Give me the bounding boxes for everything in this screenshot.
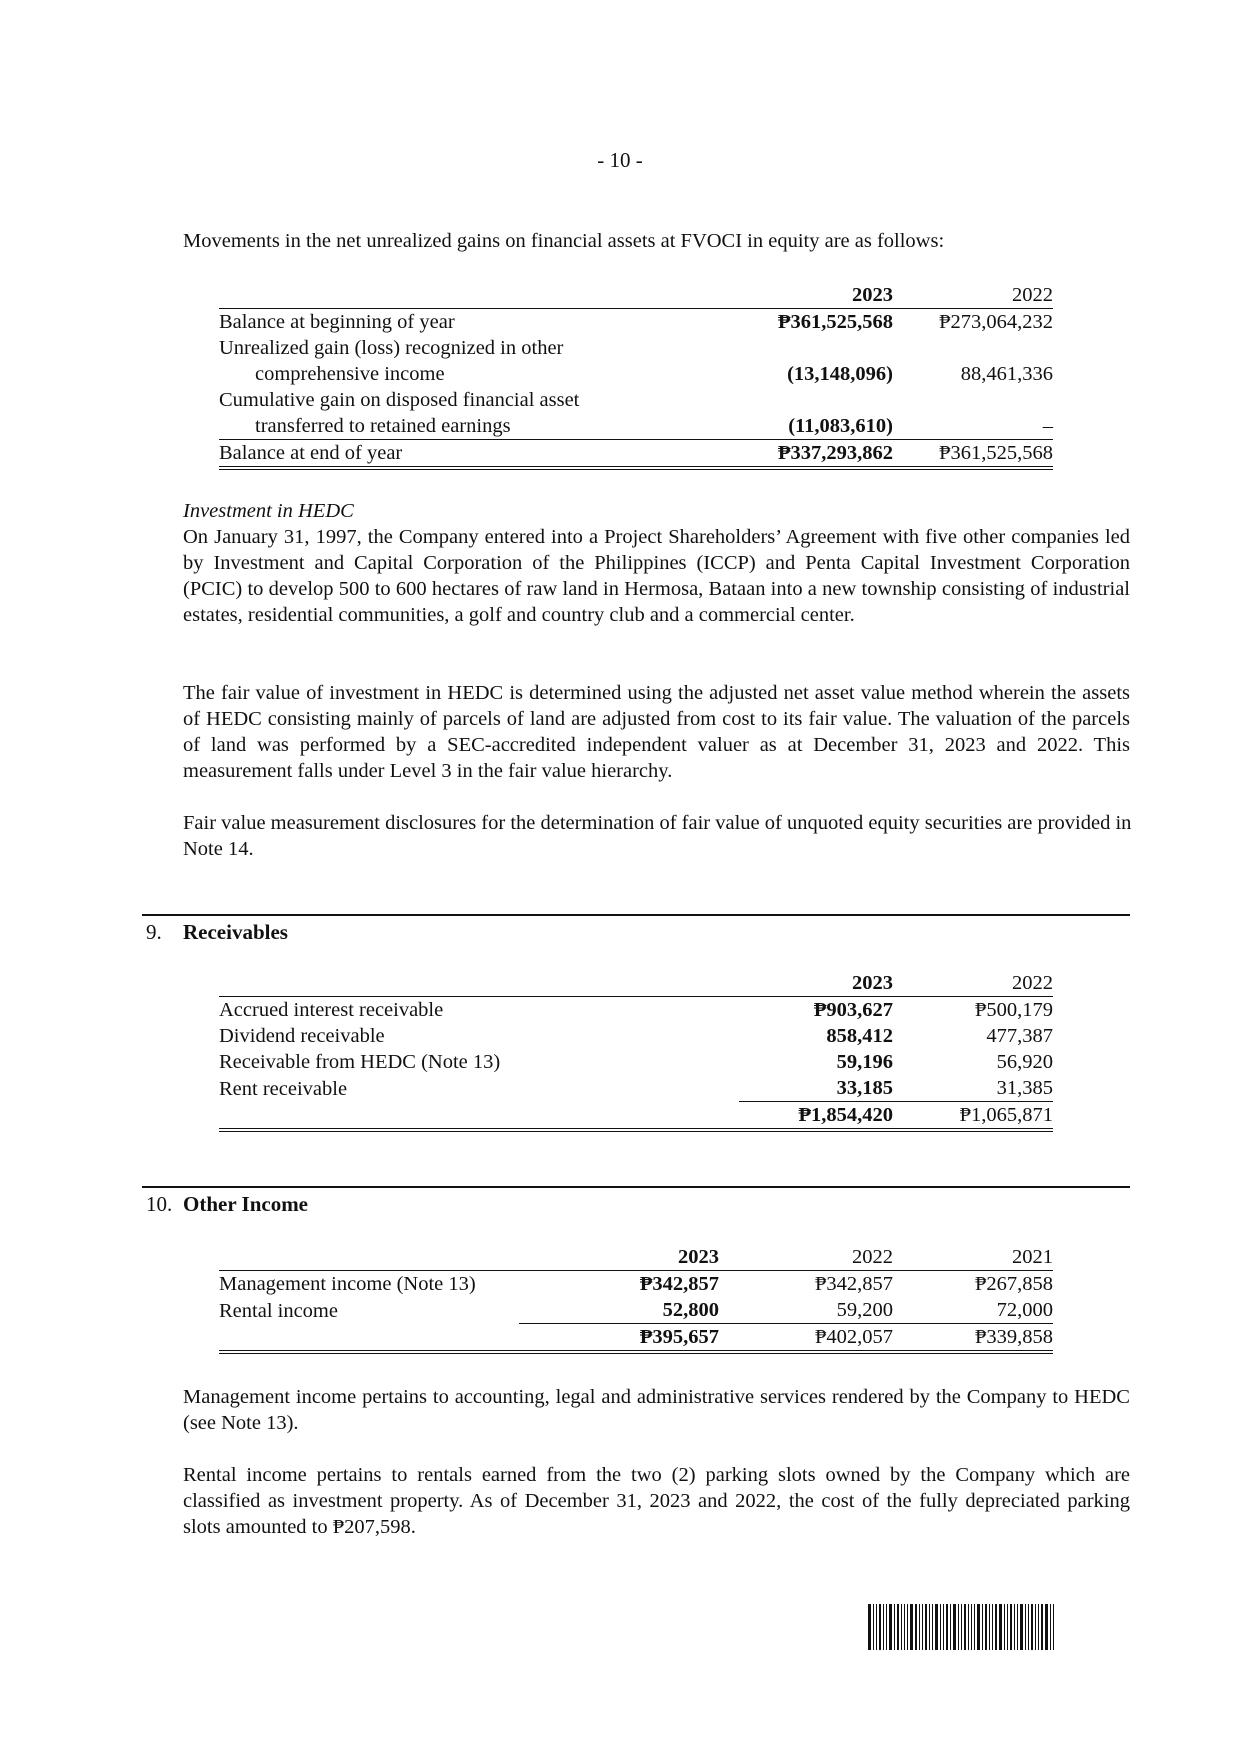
receivables-table — [219, 970, 1053, 1132]
total-2021: ₱339,858 — [893, 1324, 1053, 1353]
barcode-bar — [977, 1604, 980, 1650]
receivables-col-2022: 2022 — [893, 970, 1053, 997]
other-income-header-row — [219, 1244, 1053, 1271]
row-label: Cumulative gain on disposed financial asset — [219, 389, 580, 411]
other-income-paragraph-2: Rental income pertains to rentals earned from the two (2) parking slots owned by the Company which are classified as investment property. As of December 31, 2023 and 2022, the cost of the fully depreciated parking slots amounted to ₱207,598. — [183, 1464, 1130, 1538]
barcode-bar — [1028, 1604, 1029, 1650]
row-label: Balance at end of year — [219, 440, 739, 469]
value-2022: ₱361,525,568 — [893, 440, 1053, 469]
barcode-bar — [995, 1604, 997, 1650]
barcode-bar — [1050, 1604, 1051, 1650]
barcode-bar — [1045, 1604, 1048, 1650]
barcode-bar — [922, 1604, 923, 1650]
receivables-heading — [146, 920, 288, 945]
other-income-col-2022: 2022 — [719, 1244, 893, 1271]
other-income-heading — [146, 1192, 308, 1217]
barcode-bar — [868, 1604, 871, 1650]
row-label: Rental income — [219, 1299, 338, 1322]
value-2023: 858,412 — [826, 1025, 893, 1047]
other-income-table — [219, 1244, 1053, 1354]
row-label-continued: comprehensive income — [255, 363, 445, 385]
page-number: - 10 - — [597, 148, 643, 172]
table-row — [219, 335, 1053, 361]
value-2022: – — [893, 413, 1053, 440]
barcode-bar — [929, 1604, 930, 1650]
barcode-bar — [1025, 1604, 1026, 1650]
hedc-paragraph-1: On January 31, 1997, the Company entered into a Project Shareholders’ Agreement with five other companies led by Investment and Capital Corporation of the Philippines (ICCP) and Penta Capital Investment Corporation (PCIC) to develop 500 to 600 hectares of raw land in Hermosa, Bataan into a new township consisting of industrial estates, residential communities, a golf and country club and a commercial center. — [183, 526, 1130, 626]
barcode-bar — [886, 1604, 887, 1650]
barcode-bar — [943, 1604, 944, 1650]
table-row — [219, 387, 1053, 413]
table-row — [219, 1049, 1053, 1075]
barcode-bar — [1004, 1604, 1005, 1650]
fvoci-table — [219, 282, 1053, 470]
barcode-bar — [968, 1604, 969, 1650]
table-row — [219, 1075, 1053, 1102]
other-income-col-2023: 2023 — [519, 1244, 719, 1271]
table-row — [219, 413, 1053, 440]
barcode-bar — [919, 1604, 920, 1650]
row-label: Balance at beginning of year — [219, 311, 455, 333]
barcode-bar — [964, 1604, 966, 1650]
section-title: Other Income — [183, 1192, 309, 1216]
receivables-header-row — [219, 970, 1053, 997]
value-2023: (11,083,610) — [739, 413, 893, 440]
barcode-bar — [901, 1604, 902, 1650]
barcode-bar — [876, 1604, 877, 1650]
row-label: Dividend receivable — [219, 1025, 385, 1047]
barcode-bar — [935, 1604, 938, 1650]
barcode-bar — [992, 1604, 993, 1650]
table-row-total — [219, 440, 1053, 469]
barcode-bar — [940, 1604, 941, 1650]
section-number: 9. — [146, 920, 162, 944]
barcode-bar — [915, 1604, 917, 1650]
barcode-bar — [946, 1604, 948, 1650]
table-row — [219, 1023, 1053, 1049]
value-2023: ₱903,627 — [813, 999, 893, 1021]
value-2022: 477,387 — [986, 1025, 1053, 1047]
value-2021: 72,000 — [893, 1297, 1053, 1324]
barcode-icon — [868, 1604, 1128, 1650]
total-2022: ₱1,065,871 — [893, 1102, 1053, 1131]
value-2022: 31,385 — [893, 1075, 1053, 1102]
value-2023: 33,185 — [739, 1075, 893, 1102]
barcode-bar — [982, 1604, 983, 1650]
barcode-bar — [897, 1604, 899, 1650]
table-row-total — [219, 1324, 1053, 1353]
barcode-bar — [1035, 1604, 1036, 1650]
total-2022: ₱402,057 — [719, 1324, 893, 1353]
barcode-bar — [1031, 1604, 1033, 1650]
section-divider — [142, 914, 1130, 916]
barcode-bar — [958, 1604, 959, 1650]
table-row — [219, 1297, 1053, 1324]
barcode-bar — [873, 1604, 874, 1650]
barcode-bar — [985, 1604, 987, 1650]
value-2021: ₱267,858 — [974, 1273, 1053, 1295]
total-2023: ₱395,657 — [519, 1324, 719, 1353]
barcode-bar — [999, 1604, 1002, 1650]
other-income-paragraph-1: Management income pertains to accounting, legal and administrative services rendered by the Company to HEDC (see Note 13). — [183, 1386, 1130, 1434]
row-label: Receivable from HEDC (Note 13) — [219, 1051, 501, 1073]
section-divider — [142, 1186, 1130, 1188]
barcode-bar — [889, 1604, 892, 1650]
barcode-bar — [961, 1604, 962, 1650]
receivables-col-2023: 2023 — [739, 970, 893, 997]
row-label: Unrealized gain (loss) recognized in other — [219, 337, 564, 359]
value-2023: (13,148,096) — [787, 363, 893, 385]
row-label: Accrued interest receivable — [219, 999, 444, 1021]
total-2023: ₱1,854,420 — [739, 1102, 893, 1131]
fvoci-col-2023: 2023 — [739, 282, 893, 309]
fvoci-col-2022: 2022 — [893, 282, 1053, 309]
barcode-bar — [1017, 1604, 1018, 1650]
row-label-continued: transferred to retained earnings — [219, 413, 739, 440]
value-2022: 59,200 — [719, 1297, 893, 1324]
table-row-total — [219, 1102, 1053, 1131]
table-row — [219, 1271, 1053, 1298]
barcode-bar — [907, 1604, 908, 1650]
barcode-bar — [1020, 1604, 1023, 1650]
barcode-bar — [879, 1604, 881, 1650]
table-row — [219, 997, 1053, 1024]
row-label: Management income (Note 13) — [219, 1273, 476, 1295]
other-income-col-2021: 2021 — [893, 1244, 1053, 1271]
barcode-bar — [910, 1604, 913, 1650]
barcode-bar — [925, 1604, 927, 1650]
barcode-bar — [904, 1604, 905, 1650]
value-2023: ₱361,525,568 — [777, 311, 893, 333]
hedc-paragraph-2: The fair value of investment in HEDC is determined using the adjusted net asset value method wherein the assets of HEDC consisting mainly of parcels of land are adjusted from cost to its fair value. The valuation of the parcels of land was performed by a SEC-accredited independent valuer as at December 31, 2023 and 2022. This measurement falls under Level 3 in the fair value hierarchy. — [183, 682, 1130, 782]
barcode-bar — [1010, 1604, 1012, 1650]
barcode-bar — [1007, 1604, 1008, 1650]
barcode-bar — [950, 1604, 951, 1650]
section-number: 10. — [146, 1192, 173, 1216]
barcode-bar — [1014, 1604, 1015, 1650]
hedc-paragraph-3: Fair value measurement disclosures for the determination of fair value of unquoted equity securities are provided in Note 14. — [183, 812, 1132, 860]
value-2023: ₱337,293,862 — [739, 440, 893, 469]
value-2022: ₱273,064,232 — [939, 311, 1053, 333]
value-2022: ₱342,857 — [814, 1273, 893, 1295]
barcode-bar — [953, 1604, 956, 1650]
table-row — [219, 361, 1053, 387]
value-2023: ₱342,857 — [639, 1273, 719, 1295]
value-2022: ₱500,179 — [974, 999, 1053, 1021]
barcode-bar — [1053, 1604, 1054, 1650]
value-2022: 56,920 — [996, 1051, 1053, 1073]
value-2023: 59,196 — [836, 1051, 893, 1073]
fvoci-header-row — [219, 282, 1053, 309]
barcode-bar — [1041, 1604, 1043, 1650]
barcode-bar — [974, 1604, 975, 1650]
hedc-heading: Investment in HEDC — [183, 500, 354, 522]
value-2022: 88,461,336 — [960, 363, 1053, 385]
row-label: Rent receivable — [219, 1077, 348, 1100]
barcode-bar — [971, 1604, 972, 1650]
fvoci-intro: Movements in the net unrealized gains on financial assets at FVOCI in equity are as follows: — [183, 230, 945, 252]
barcode-bar — [932, 1604, 933, 1650]
barcode-bar — [1038, 1604, 1039, 1650]
barcode-bar — [989, 1604, 990, 1650]
barcode-bar — [883, 1604, 884, 1650]
barcode-bar — [894, 1604, 895, 1650]
section-title: Receivables — [183, 920, 288, 944]
value-2023: 52,800 — [519, 1297, 719, 1324]
table-row — [219, 309, 1053, 336]
